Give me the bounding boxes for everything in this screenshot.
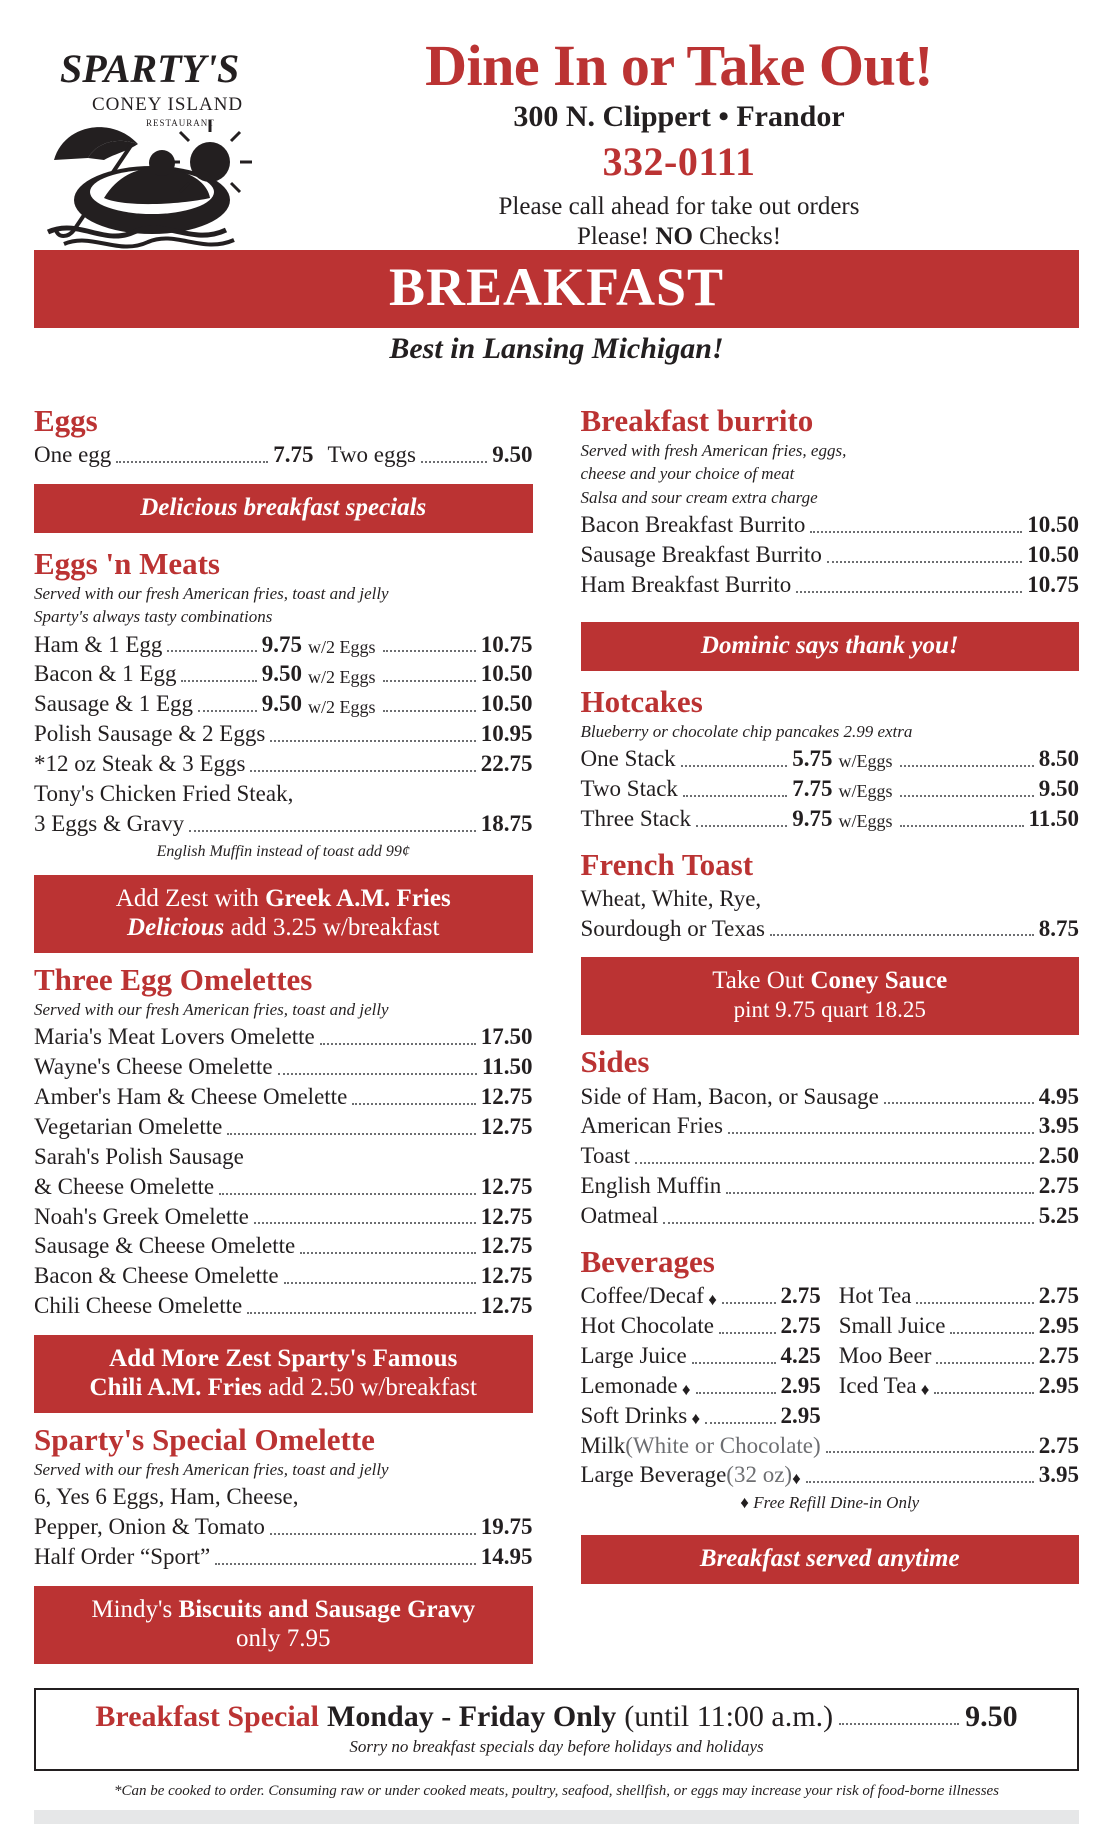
dot-leader <box>705 1421 775 1424</box>
item-price: 10.50 <box>1027 541 1079 567</box>
dot-leader <box>900 764 1034 767</box>
two-eggs-price: 9.50 <box>492 442 533 468</box>
menu-item-row <box>34 749 533 779</box>
item-price: 9.50 <box>261 661 302 687</box>
dot-leader <box>247 1311 476 1314</box>
eggs-meats-note-2: Sparty's always tasty combinations <box>34 607 273 627</box>
menu-item-row <box>34 1052 533 1082</box>
burrito-note-3: Salsa and sour cream extra charge <box>580 487 818 507</box>
dot-leader <box>227 1132 475 1135</box>
milk-row <box>581 1431 1080 1461</box>
item-alt-price: 10.50 <box>480 691 533 717</box>
item-name: 3 Eggs & Gravy <box>34 810 185 836</box>
item-name: Coffee/Decaf <box>580 1283 704 1309</box>
dot-leader <box>806 1480 1034 1483</box>
biscuits-pre: Mindy's <box>91 1596 179 1624</box>
item-name: Toast <box>580 1143 630 1169</box>
free-refill-note: ♦ Free Refill Dine-in Only <box>740 1493 920 1513</box>
item-price: 2.75 <box>1038 1342 1079 1368</box>
section-title-eggs: Eggs <box>34 403 98 438</box>
dot-leader <box>934 1391 1033 1394</box>
sparty-logo <box>34 18 269 262</box>
greek-strip-post: add 3.25 w/breakfast <box>224 913 440 941</box>
chili-strip-post: add 2.50 w/breakfast <box>261 1374 477 1402</box>
tagline: Best in Lansing Michigan! <box>389 332 724 365</box>
item-name: Amber's Ham & Cheese Omelette <box>34 1083 348 1109</box>
no-checks-note <box>279 223 1079 251</box>
item-price: 2.95 <box>1038 1372 1079 1398</box>
dot-leader <box>900 794 1034 797</box>
english-muffin-note: English Muffin instead of toast add 99¢ <box>156 842 410 860</box>
menu-item-row <box>839 1341 1079 1371</box>
address-line: 300 N. Clippert • Frandor <box>513 99 845 133</box>
section-title-hotcakes: Hotcakes <box>580 683 703 719</box>
chili-strip-line1: Add More Zest Sparty's Famous <box>109 1345 458 1373</box>
item-name: Wayne's Cheese Omelette <box>34 1054 273 1080</box>
specials-strip: Delicious breakfast specials <box>34 484 533 533</box>
item-name: *12 oz Steak & 3 Eggs <box>34 751 246 777</box>
menu-item-row <box>839 1281 1079 1311</box>
dot-leader <box>167 649 256 652</box>
section-title-eggs-meats: Eggs 'n Meats <box>34 545 220 581</box>
item-price: 5.25 <box>1038 1203 1079 1229</box>
item-name: Ham Breakfast Burrito <box>580 571 792 597</box>
item-price: 2.50 <box>1038 1143 1079 1169</box>
item-price: 12.75 <box>480 1263 533 1289</box>
item-name: Side of Ham, Bacon, or Sausage <box>580 1083 879 1109</box>
item-name: Soft Drinks <box>580 1402 688 1428</box>
item-name: Two Stack <box>580 775 678 801</box>
menu-item-row <box>34 1231 533 1261</box>
dot-leader <box>719 1331 776 1334</box>
breakfast-special-until: (until 11:00 a.m.) <box>624 1700 834 1734</box>
special-omelette-line2 <box>34 1512 533 1542</box>
menu-item-row <box>581 1341 821 1371</box>
biscuits-price-line: only 7.95 <box>236 1625 331 1653</box>
breakfast-special-sorry-note: Sorry no breakfast specials day before holidays and holidays <box>349 1737 764 1757</box>
chicken-fried-steak-line2 <box>34 809 533 839</box>
item-alt-label: w/2 Eggs <box>308 637 376 658</box>
item-name: Noah's Greek Omelette <box>34 1203 249 1229</box>
item-price: 12.75 <box>480 1233 533 1259</box>
dot-leader <box>936 1361 1033 1364</box>
dot-leader <box>284 1281 476 1284</box>
no-checks-post: Checks! <box>692 222 782 250</box>
svg-text:RESTAURANT: RESTAURANT <box>146 118 215 128</box>
item-name: Bacon Breakfast Burrito <box>580 511 806 537</box>
menu-item-row <box>34 1112 533 1142</box>
dominic-strip: Dominic says thank you! <box>581 622 1080 671</box>
menu-item-row <box>34 689 533 719</box>
menu-item-row <box>34 719 533 749</box>
item-name: Sarah's Polish Sausage <box>34 1143 244 1169</box>
item-name: Sausage & 1 Egg <box>34 691 194 717</box>
item-name: Hot Tea <box>838 1283 912 1309</box>
dot-leader <box>278 1072 477 1075</box>
item-price: 2.95 <box>780 1402 821 1428</box>
item-name: Wheat, White, Rye, <box>580 885 762 911</box>
item-price: 4.95 <box>1038 1083 1079 1109</box>
dot-leader <box>300 1251 476 1254</box>
menu-item-row <box>581 1371 821 1401</box>
menu-item-row <box>581 804 1080 834</box>
coney-bold: Coney Sauce <box>810 967 948 995</box>
item-name: Bacon & Cheese Omelette <box>34 1263 279 1289</box>
item-alt-price: 10.50 <box>480 661 533 687</box>
dot-leader <box>383 679 476 682</box>
item-name: Large Juice <box>580 1342 687 1368</box>
dot-leader <box>681 764 788 767</box>
dot-leader <box>270 1532 476 1535</box>
item-name: Large Beverage <box>580 1462 727 1488</box>
dot-leader <box>320 1042 476 1045</box>
dot-leader <box>827 560 1022 563</box>
menu-item-row <box>581 540 1080 570</box>
dot-leader <box>796 590 1022 593</box>
dot-leader <box>950 1331 1033 1334</box>
menu-columns <box>34 390 1079 1670</box>
item-price: 9.50 <box>261 691 302 717</box>
chicken-fried-steak-line1 <box>34 779 533 809</box>
biscuits-gravy-strip <box>34 1586 533 1664</box>
large-beverage-row <box>581 1460 1080 1490</box>
polish-omelette-line1 <box>34 1142 533 1172</box>
dot-leader <box>663 1221 1033 1224</box>
item-price: 22.75 <box>480 751 533 777</box>
item-name: One Stack <box>580 745 676 771</box>
item-price: 2.75 <box>1038 1283 1079 1309</box>
special-omelette-line1 <box>34 1482 533 1512</box>
item-price: 3.95 <box>1038 1113 1079 1139</box>
item-alt-label: w/Eggs <box>838 811 893 832</box>
chili-strip-bold: Chili A.M. Fries <box>89 1374 262 1402</box>
menu-item-row <box>839 1311 1079 1341</box>
item-alt-label: w/Eggs <box>838 751 893 772</box>
item-price: 2.75 <box>1038 1173 1079 1199</box>
left-column <box>34 390 533 1670</box>
breakfast-special-box <box>34 1688 1079 1771</box>
breakfast-special-line <box>52 1700 1061 1733</box>
menu-item-row <box>581 1401 821 1431</box>
menu-item-row <box>581 510 1080 540</box>
food-safety-disclaimer: *Can be cooked to order. Consuming raw or under cooked meats, poultry, seafood, shellfish, or eggs may increase your risk of food-borne illnesses <box>113 1783 1000 1800</box>
menu-item-row <box>34 1202 533 1232</box>
item-price: 8.75 <box>1038 915 1079 941</box>
item-name: 6, Yes 6 Eggs, Ham, Cheese, <box>34 1484 299 1510</box>
menu-item-row <box>34 630 533 660</box>
menu-item-row <box>581 744 1080 774</box>
item-alt-price: 9.50 <box>1038 775 1079 801</box>
milk-sub: (White or Chocolate) <box>625 1432 821 1458</box>
svg-text:SPARTY'S: SPARTY'S <box>60 46 240 91</box>
section-title-special-omelette: Sparty's Special Omelette <box>34 1422 375 1458</box>
item-price: 2.75 <box>780 1283 821 1309</box>
item-price: 2.75 <box>1038 1432 1079 1458</box>
dot-leader <box>884 1101 1034 1104</box>
dot-leader <box>692 1361 776 1364</box>
item-name: Ham & 1 Egg <box>34 631 163 657</box>
item-price: 12.75 <box>480 1173 533 1199</box>
dot-leader <box>215 1562 475 1565</box>
dot-leader <box>383 649 476 652</box>
refill-diamond-icon: ♦ <box>703 1289 717 1309</box>
dot-leader <box>352 1102 475 1105</box>
item-name: Oatmeal <box>580 1203 659 1229</box>
item-name: Pepper, Onion & Tomato <box>34 1514 265 1540</box>
item-name: Small Juice <box>838 1312 946 1338</box>
dot-leader <box>726 1191 1033 1194</box>
dot-leader <box>728 1131 1034 1134</box>
dot-leader <box>722 1301 776 1304</box>
greek-strip-bold: Greek A.M. Fries <box>265 884 451 912</box>
beverages-grid <box>581 1281 1080 1430</box>
dot-leader <box>810 530 1022 533</box>
menu-item-row <box>581 1111 1080 1141</box>
greek-strip-delicious: Delicious <box>127 913 225 941</box>
dot-leader <box>250 769 475 772</box>
menu-item-row <box>581 570 1080 600</box>
menu-item-row <box>34 1291 533 1321</box>
item-name: Polish Sausage & 2 Eggs <box>34 721 266 747</box>
omelettes-note: Served with our fresh American fries, toast and jelly <box>34 999 389 1019</box>
refill-diamond-icon: ♦ <box>677 1379 691 1399</box>
two-eggs-label: Two eggs <box>327 442 416 468</box>
item-name: English Muffin <box>580 1173 722 1199</box>
menu-item-row <box>581 1201 1080 1231</box>
burrito-note-1: Served with fresh American fries, eggs, <box>580 441 847 461</box>
menu-item-row <box>581 1141 1080 1171</box>
menu-item-row <box>34 1082 533 1112</box>
menu-item-row <box>34 1022 533 1052</box>
item-alt-label: w/2 Eggs <box>308 666 376 687</box>
item-price: 5.75 <box>792 745 833 771</box>
dot-leader <box>770 933 1034 936</box>
item-price: 2.95 <box>780 1372 821 1398</box>
beverages-col-1 <box>581 1281 821 1430</box>
refill-diamond-icon: ♦ <box>792 1469 801 1489</box>
dot-leader <box>900 824 1024 827</box>
section-title-omelettes: Three Egg Omelettes <box>34 961 313 997</box>
item-name: Milk <box>580 1432 626 1458</box>
chili-fries-strip <box>34 1335 533 1413</box>
dot-leader <box>696 824 787 827</box>
one-egg-label: One egg <box>34 442 112 468</box>
served-anytime-strip: Breakfast served anytime <box>581 1535 1080 1584</box>
dot-leader <box>198 709 257 712</box>
dot-leader <box>116 460 268 463</box>
item-name: Half Order “Sport” <box>34 1544 211 1570</box>
item-price: 7.75 <box>792 775 833 801</box>
special-omelette-note: Served with our fresh American fries, toast and jelly <box>34 1460 389 1480</box>
dot-leader <box>421 460 487 463</box>
dot-leader <box>635 1161 1034 1164</box>
greek-fries-strip <box>34 875 533 953</box>
dot-leader <box>826 1450 1034 1453</box>
refill-diamond-icon: ♦ <box>687 1409 701 1429</box>
page-header <box>34 18 1079 268</box>
biscuits-bold: Biscuits and Sausage Gravy <box>178 1596 476 1624</box>
dot-leader <box>683 794 787 797</box>
menu-item-row <box>581 1311 821 1341</box>
beverages-col-2 <box>839 1281 1079 1430</box>
logo-artwork <box>34 32 269 262</box>
item-price: 11.50 <box>482 1054 533 1080</box>
coney-prices: pint 9.75 quart 18.25 <box>733 997 926 1023</box>
item-name: Moo Beer <box>838 1342 932 1368</box>
item-alt-price: 11.50 <box>1028 805 1079 831</box>
item-name: Lemonade <box>580 1372 678 1398</box>
phone-number[interactable]: 332-0111 <box>602 138 756 184</box>
item-name: & Cheese Omelette <box>34 1173 215 1199</box>
french-toast-line1 <box>581 884 1080 914</box>
dot-leader <box>189 829 476 832</box>
item-name: Sourdough or Texas <box>580 915 766 941</box>
right-column <box>581 390 1080 1670</box>
breakfast-special-price: 9.50 <box>965 1700 1018 1734</box>
item-price: 9.75 <box>261 631 302 657</box>
svg-text:CONEY ISLAND: CONEY ISLAND <box>92 94 244 115</box>
item-alt-label: w/Eggs <box>838 781 893 802</box>
one-egg-price: 7.75 <box>273 442 314 468</box>
item-price: 10.50 <box>1027 511 1079 537</box>
footer-bar <box>34 1810 1079 1824</box>
no-checks-bold: NO <box>655 222 693 250</box>
hotcakes-note: Blueberry or chocolate chip pancakes 2.99 extra <box>580 721 913 741</box>
item-name: American Fries <box>580 1113 723 1139</box>
call-ahead-note: Please call ahead for take out orders <box>498 192 860 220</box>
item-alt-price: 8.50 <box>1038 745 1079 771</box>
item-price: 12.75 <box>480 1203 533 1229</box>
section-title-sides: Sides <box>580 1044 650 1080</box>
item-price: 12.75 <box>480 1293 533 1319</box>
menu-item-row <box>581 1082 1080 1112</box>
large-sub: (32 oz) <box>726 1462 793 1488</box>
breakfast-special-days: Monday - Friday Only <box>327 1700 617 1734</box>
dot-leader <box>383 709 476 712</box>
dine-in-headline: Dine In or Take Out! <box>425 33 933 98</box>
polish-omelette-line2 <box>34 1172 533 1202</box>
dot-leader <box>916 1301 1033 1304</box>
item-alt-price: 10.75 <box>480 631 533 657</box>
burrito-note-2: cheese and your choice of meat <box>580 464 795 484</box>
breakfast-special-title: Breakfast Special <box>95 1700 320 1734</box>
item-price: 3.95 <box>1038 1462 1079 1488</box>
dot-leader <box>270 739 475 742</box>
menu-item-row <box>581 1171 1080 1201</box>
item-name: Vegetarian Omelette <box>34 1113 223 1139</box>
item-price: 4.25 <box>780 1342 821 1368</box>
item-name: Hot Chocolate <box>580 1312 714 1338</box>
item-name: Sausage & Cheese Omelette <box>34 1233 296 1259</box>
section-title-beverages: Beverages <box>580 1243 715 1279</box>
item-price: 19.75 <box>480 1514 533 1540</box>
item-price: 10.95 <box>480 721 533 747</box>
dot-leader <box>181 679 256 682</box>
section-title-french-toast: French Toast <box>580 846 754 882</box>
dot-leader <box>219 1192 476 1195</box>
item-price: 18.75 <box>480 810 533 836</box>
section-title-burrito: Breakfast burrito <box>580 403 814 438</box>
no-checks-pre: Please! <box>576 222 656 250</box>
breakfast-banner: BREAKFAST <box>34 250 1079 328</box>
dot-leader <box>839 1722 959 1725</box>
greek-strip-pre: Add Zest with <box>115 884 266 912</box>
menu-item-row <box>839 1371 1079 1401</box>
item-name: Iced Tea <box>838 1372 917 1398</box>
item-alt-label: w/2 Eggs <box>308 696 376 717</box>
header-text-block <box>279 18 1079 251</box>
menu-item-row <box>34 659 533 689</box>
item-price: 2.75 <box>780 1312 821 1338</box>
item-price: 12.75 <box>480 1083 533 1109</box>
eggs-row <box>34 440 533 470</box>
french-toast-line2 <box>581 914 1080 944</box>
item-name: Bacon & 1 Egg <box>34 661 177 687</box>
coney-pre: Take Out <box>712 967 811 995</box>
item-price: 10.75 <box>1027 571 1079 597</box>
menu-item-row <box>581 774 1080 804</box>
item-name: Tony's Chicken Fried Steak, <box>34 781 294 807</box>
item-name: Chili Cheese Omelette <box>34 1293 243 1319</box>
eggs-meats-note-1: Served with our fresh American fries, toast and jelly <box>34 584 389 604</box>
menu-item-row <box>581 1281 821 1311</box>
dot-leader <box>696 1391 776 1394</box>
item-price: 12.75 <box>480 1113 533 1139</box>
item-price: 2.95 <box>1038 1312 1079 1338</box>
item-name: Sausage Breakfast Burrito <box>580 541 822 567</box>
item-name: Maria's Meat Lovers Omelette <box>34 1024 315 1050</box>
item-name: Three Stack <box>580 805 691 831</box>
menu-item-row <box>34 1261 533 1291</box>
dot-leader <box>254 1221 476 1224</box>
item-price: 17.50 <box>480 1024 533 1050</box>
coney-sauce-strip <box>581 957 1080 1035</box>
item-price: 14.95 <box>480 1544 533 1570</box>
menu-item-row <box>34 1542 533 1572</box>
item-price: 9.75 <box>792 805 833 831</box>
refill-diamond-icon: ♦ <box>916 1379 930 1399</box>
